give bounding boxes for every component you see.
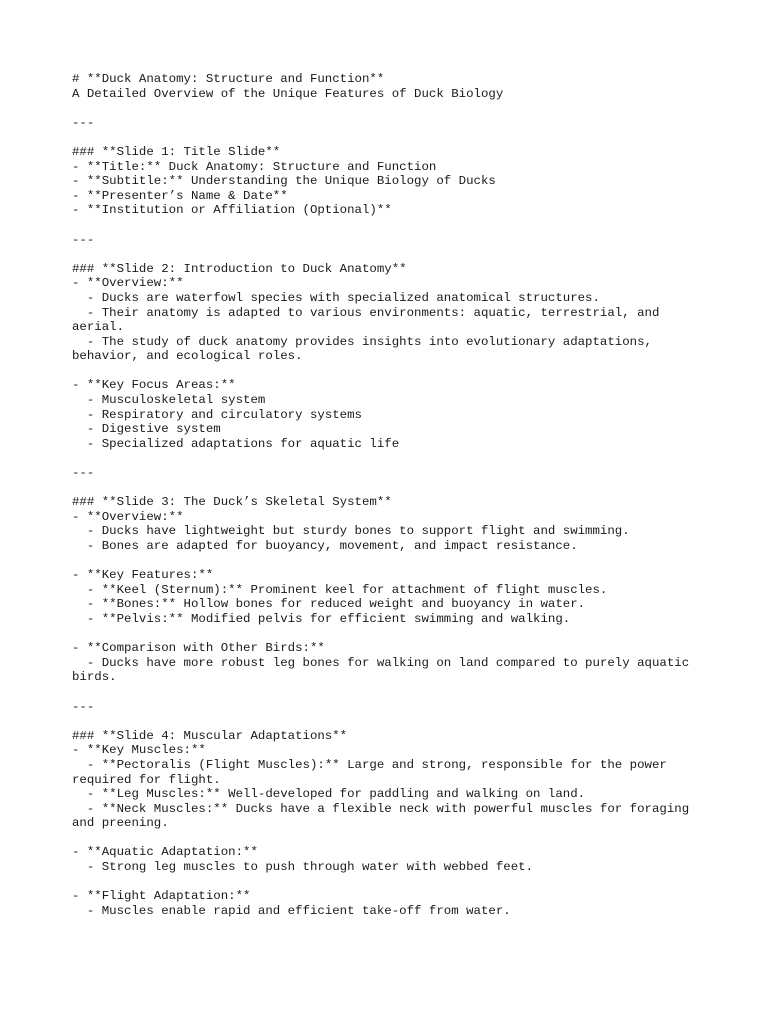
horizontal-rule: ---	[72, 232, 95, 247]
bullet-item: - **Key Muscles:**	[72, 743, 206, 758]
document-title: # **Duck Anatomy: Structure and Function**	[72, 72, 385, 86]
sub-bullet-item: - The study of duck anatomy provides insights into evolutionary adaptations, behavior, and ecological roles.	[72, 334, 660, 364]
slide-heading: ### **Slide 3: The Duck’s Skeletal System**	[72, 495, 392, 510]
slide-heading: ### **Slide 1: Title Slide**	[72, 144, 281, 159]
sub-bullet-item: - Their anatomy is adapted to various environments: aquatic, terrestrial, and aerial.	[72, 305, 667, 335]
blank-line	[72, 875, 702, 890]
horizontal-rule: ---	[72, 699, 95, 714]
bullet-item: - **Overview:**	[72, 276, 184, 291]
bullet-item: - **Overview:**	[72, 509, 184, 524]
sub-bullet-item: - Ducks have lightweight but sturdy bones to support flight and swimming.	[72, 524, 630, 539]
blank-line	[72, 218, 702, 233]
sub-bullet-item: - Muscles enable rapid and efficient take-off from water.	[72, 903, 511, 918]
horizontal-rule: ---	[72, 466, 95, 481]
blank-line	[72, 451, 702, 466]
sub-bullet-item: - **Pectoralis (Flight Muscles):** Large and strong, responsible for the power required for flight.	[72, 757, 675, 787]
sub-bullet-item: - Specialized adaptations for aquatic life	[72, 436, 400, 451]
sub-bullet-item: - Ducks have more robust leg bones for walking on land compared to purely aquatic birds.	[72, 655, 697, 685]
document-page	[72, 72, 702, 918]
blank-line	[72, 831, 702, 846]
bullet-item: - **Institution or Affiliation (Optional)**	[72, 203, 392, 218]
bullet-item: - **Flight Adaptation:**	[72, 889, 251, 904]
blank-line	[72, 101, 702, 116]
sub-bullet-item: - Digestive system	[72, 422, 221, 437]
bullet-item: - **Subtitle:** Understanding the Unique Biology of Ducks	[72, 174, 496, 189]
bullet-item: - **Key Focus Areas:**	[72, 378, 236, 393]
slide-heading: ### **Slide 2: Introduction to Duck Anatomy**	[72, 261, 407, 276]
blank-line	[72, 364, 702, 379]
text-line: A Detailed Overview of the Unique Features of Duck Biology	[72, 86, 504, 101]
blank-line	[72, 554, 702, 569]
blank-line	[72, 247, 702, 262]
blank-line	[72, 481, 702, 496]
sub-bullet-item: - **Leg Muscles:** Well-developed for paddling and walking on land.	[72, 787, 586, 802]
sub-bullet-item: - Musculoskeletal system	[72, 393, 266, 408]
sub-bullet-item: - Respiratory and circulatory systems	[72, 407, 362, 422]
sub-bullet-item: - **Neck Muscles:** Ducks have a flexible neck with powerful muscles for foraging and preening.	[72, 801, 697, 831]
horizontal-rule: ---	[72, 115, 95, 130]
sub-bullet-item: - **Bones:** Hollow bones for reduced weight and buoyancy in water.	[72, 597, 586, 612]
bullet-item: - **Comparison with Other Birds:**	[72, 641, 325, 656]
sub-bullet-item: - **Keel (Sternum):** Prominent keel for attachment of flight muscles.	[72, 582, 608, 597]
blank-line	[72, 714, 702, 729]
sub-bullet-item: - **Pelvis:** Modified pelvis for efficient swimming and walking.	[72, 611, 571, 626]
bullet-item: - **Title:** Duck Anatomy: Structure and Function	[72, 159, 437, 174]
bullet-item: - **Key Features:**	[72, 568, 214, 583]
sub-bullet-item: - Bones are adapted for buoyancy, movement, and impact resistance.	[72, 539, 578, 553]
slide-heading: ### **Slide 4: Muscular Adaptations**	[72, 728, 348, 743]
blank-line	[72, 130, 702, 145]
sub-bullet-item: - Ducks are waterfowl species with specialized anatomical structures.	[72, 290, 600, 305]
sub-bullet-item: - Strong leg muscles to push through water with webbed feet.	[72, 860, 534, 875]
bullet-item: - **Presenter’s Name & Date**	[72, 188, 288, 203]
blank-line	[72, 685, 702, 700]
bullet-item: - **Aquatic Adaptation:**	[72, 845, 258, 860]
blank-line	[72, 627, 702, 642]
